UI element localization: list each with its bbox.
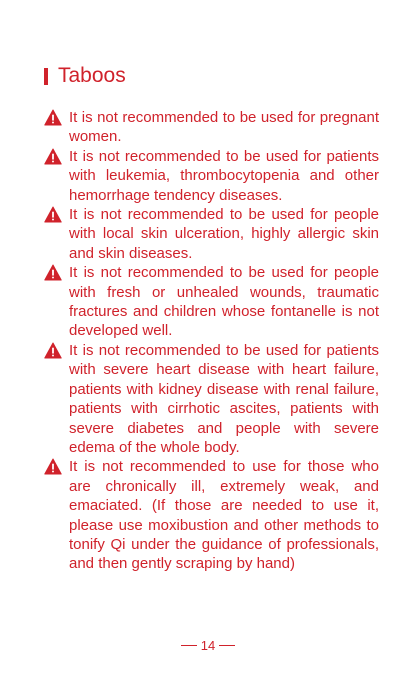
list-item-text: It is not recommended to be used for patients with severe heart disease with heart failure, patients with kidney disease with renal failure, patients with cirrhotic ascites, patients with severe diabetes and people with severe edema of the whole body. (69, 341, 379, 456)
warning-icon (44, 264, 62, 281)
list-item (44, 147, 379, 205)
heading-accent-bar (44, 68, 48, 85)
warning-icon (44, 148, 62, 165)
list-item-text: It is not recommended to be used for people with local skin ulceration, highly allergic skin and skin diseases. (69, 206, 379, 262)
page-footer (0, 636, 416, 654)
list-item (44, 108, 379, 147)
warning-icon (44, 458, 62, 475)
page-number: 14 (200, 637, 216, 653)
list-item (44, 457, 379, 573)
warning-icon (44, 206, 62, 223)
footer-dash-left (181, 645, 197, 646)
warning-icon (44, 109, 62, 126)
list-item-text: It is not recommended to be used for people with fresh or unhealed wounds, traumatic fractures and children whose fontanelle is not developed well. (69, 264, 379, 340)
list-item-text: It is not recommended to be used for patients with leukemia, thrombocytopenia and other hemorrhage tendency diseases. (69, 147, 379, 204)
taboo-list (44, 108, 379, 574)
list-item (44, 205, 379, 263)
section-heading (44, 62, 126, 90)
list-item (44, 341, 379, 457)
warning-icon (44, 342, 62, 359)
footer-dash-right (219, 645, 235, 646)
list-item-text: It is not recommended to use for those who are chronically ill, extremely weak, and emaciated. (If those are needed to use it, please use moxibustion and other methods to tonify Qi under the guidance of professionals, and then gently scraping by hand) (69, 458, 379, 573)
list-item-text: It is not recommended to be used for pregnant women. (69, 109, 379, 146)
list-item (44, 263, 379, 341)
section-title: Taboos (58, 64, 126, 87)
